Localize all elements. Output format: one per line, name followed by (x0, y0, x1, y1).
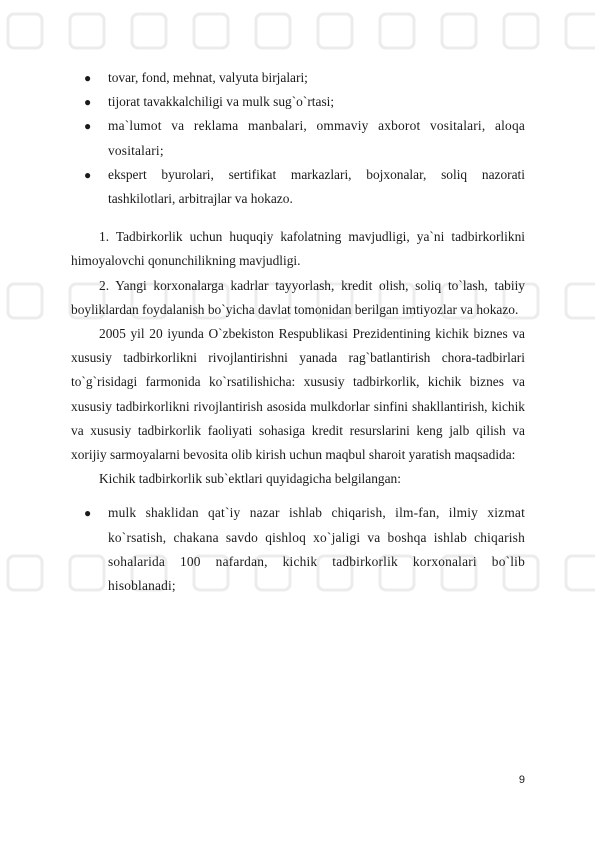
list-item (71, 501, 525, 598)
bullet-icon: ● (84, 167, 92, 182)
spacer (71, 491, 525, 501)
paragraph-state-privileges: 2. Yangi korxonalarga kadrlar tayyorlash, kredit olish, soliq to`lash, tabiiy boyliklardan foydalanish bo`yicha davlat tomonidan berilgan imtiyozlar va hokazo. (71, 277, 525, 317)
list-item (71, 163, 525, 211)
list-item (71, 90, 525, 114)
bullet-icon: ● (84, 119, 92, 134)
document-page (71, 66, 525, 598)
paragraph-small-business-subjects: Kichik tadbirkorlik sub`ektlari quyidagicha belgilangan: (99, 471, 401, 487)
list-item-text: tovar, fond, mehnat, valyuta birjalari; (108, 70, 308, 85)
list-item-text: mulk shaklidan qat`iy nazar ishlab chiqarish, ilm-fan, ilmiy xizmat ko`rsatish, chakana savdo qishloq xo`jaligi va boshqa ishlab chiqarish sohalarida 100 nafardan, kichik tadbirkorlik korxonalari bo`lib hisoblanadi; (108, 505, 525, 594)
list-item-text: ekspert byurolari, sertifikat markazlari, bojxonalar, soliq nazorati tashkilotlari, arbitrajlar va hokazo. (108, 166, 525, 207)
spacer (71, 211, 525, 225)
bullet-icon: ● (84, 71, 92, 85)
bullet-list-definitions (71, 501, 525, 598)
bullet-icon: ● (84, 95, 92, 110)
list-item (71, 66, 525, 90)
paragraph-presidential-decree: 2005 yil 20 iyunda O`zbekiston Respublikasi Prezidentining kichik biznes va xususiy tadbirkorlikni rivojlantirishni yanada rag`batlantirish chora-tadbirlari to`g`risidagi farmonida ko`rsatilishicha: xususiy tadbirkorlik, kichik biznes va xususiy tadbirkorlikni rivojlantirish asosida mulkdorlar sinfini shakllantirish, kichik va xususiy tadbirkorlik faoliyati sohasiga kredit resurslarini keng jalb qilish va xorijiy sarmoyalarni bevosita olib kirish uchun maqbul sharoit yaratish maqsadida: (71, 326, 525, 463)
watermark-logo (8, 14, 595, 48)
page-number: 9 (518, 774, 525, 786)
list-item-text: ma`lumot va reklama manbalari, ommaviy axborot vositalari, aloqa vositalari; (108, 118, 525, 158)
list-item-text: tijorat tavakkalchiligi va mulk sug`o`rtasi; (108, 94, 335, 110)
bullet-icon: ● (84, 506, 92, 521)
list-item (71, 114, 525, 162)
bullet-list-institutions (71, 66, 525, 211)
paragraph-legal-guarantee: 1. Tadbirkorlik uchun huquqiy kafolatning mavjudligi, ya`ni tadbirkorlikni himoyalovchi qonunchilikning mavjudligi. (71, 229, 525, 269)
